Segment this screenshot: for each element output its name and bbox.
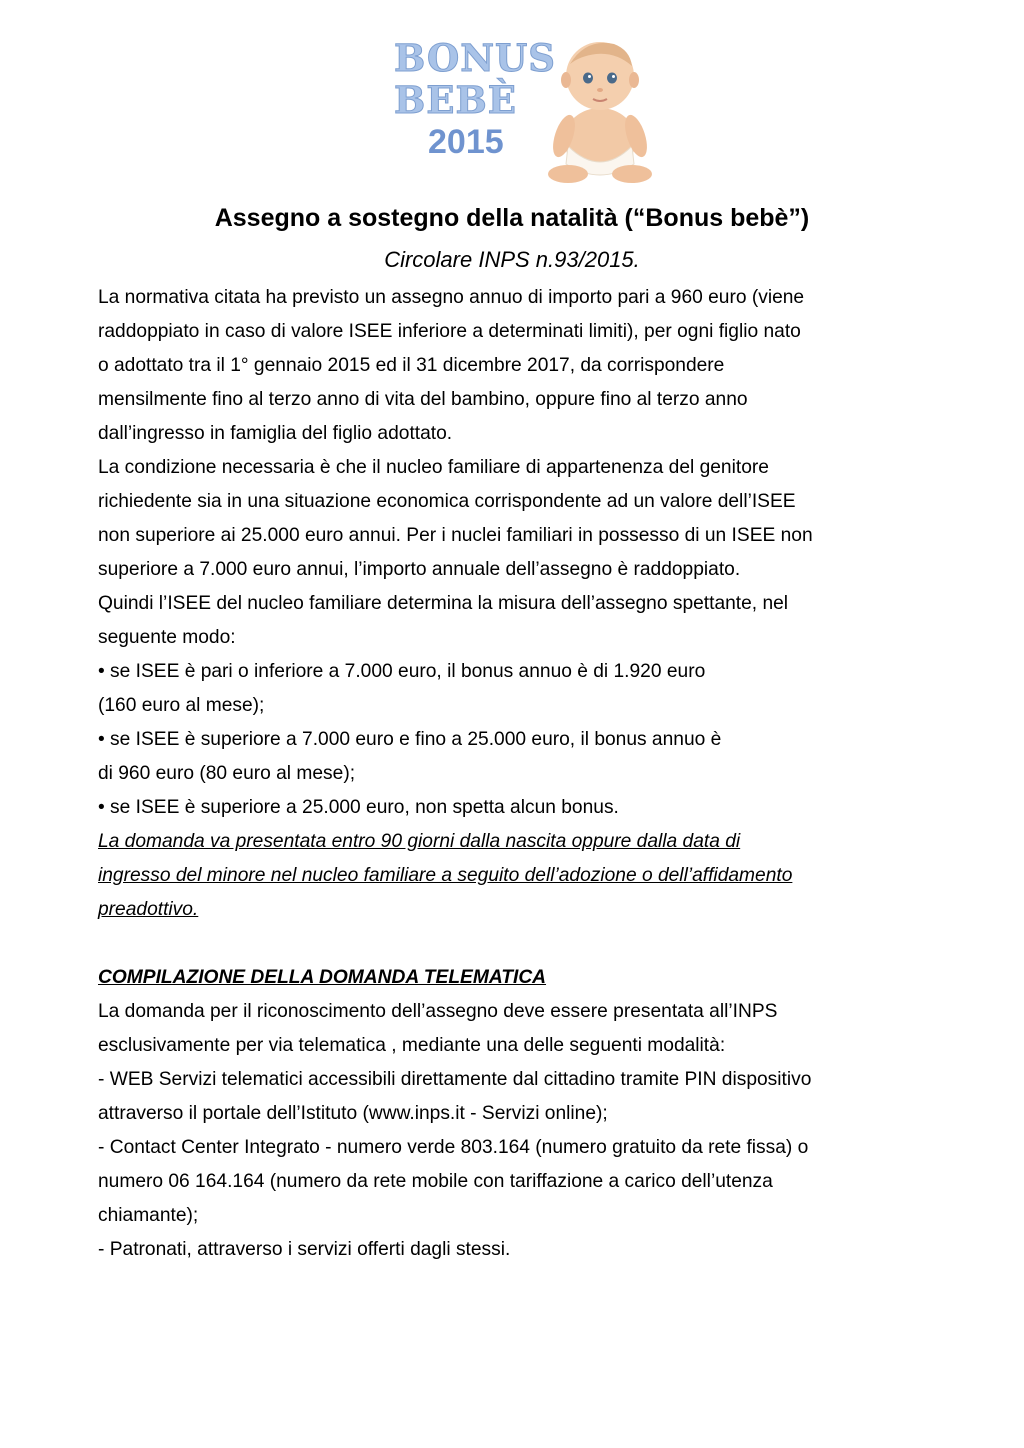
- text-line: non superiore ai 25.000 euro annui. Per i nuclei familiari in possesso di un ISEE non: [98, 525, 813, 546]
- spacer: [98, 927, 938, 961]
- text-line: o adottato tra il 1° gennaio 2015 ed il 31 dicembre 2017, da corrispondere: [98, 355, 725, 376]
- baby-icon: [534, 28, 664, 188]
- text-line: - Contact Center Integrato - numero verde 803.164 (numero gratuito da rete fissa) o: [98, 1137, 809, 1158]
- condition-paragraph: [98, 451, 938, 587]
- logo-year: 2015: [428, 123, 504, 161]
- list-item: • se ISEE è superiore a 7.000 euro e fino a 25.000 euro, il bonus annuo è: [98, 729, 722, 750]
- text-line: La normativa citata ha previsto un assegno annuo di importo pari a 960 euro (viene: [98, 287, 805, 308]
- text-line: chiamante);: [98, 1205, 199, 1226]
- text-line: mensilmente fino al terzo anno di vita del bambino, oppure fino al terzo anno: [98, 389, 748, 410]
- document-subtitle: Circolare INPS n.93/2015.: [384, 247, 640, 272]
- baby-illustration: [534, 28, 664, 188]
- isee-bullet-list: [98, 655, 938, 825]
- telematic-section: [98, 961, 938, 1267]
- text-line: - WEB Servizi telematici accessibili direttamente dal cittadino tramite PIN dispositivo: [98, 1069, 812, 1090]
- list-item: • se ISEE è pari o inferiore a 7.000 euro, il bonus annuo è di 1.920 euro: [98, 661, 706, 682]
- text-line: numero 06 164.164 (numero da rete mobile con tariffazione a carico dell’utenza: [98, 1171, 773, 1192]
- text-line: superiore a 7.000 euro annui, l’importo annuale dell’assegno è raddoppiato.: [98, 559, 741, 580]
- list-item: • se ISEE è superiore a 25.000 euro, non spetta alcun bonus.: [98, 797, 619, 818]
- text-line: esclusivamente per via telematica , mediante una delle seguenti modalità:: [98, 1035, 726, 1056]
- text-line: attraverso il portale dell’Istituto (www.inps.it - Servizi online);: [98, 1103, 608, 1124]
- intro-paragraph: [98, 281, 938, 451]
- list-item: di 960 euro (80 euro al mese);: [98, 763, 356, 784]
- text-line: Quindi l’ISEE del nucleo familiare determina la misura dell’assegno spettante, nel: [98, 593, 789, 614]
- text-line: richiedente sia in una situazione economica corrispondente ad un valore dell’ISEE: [98, 491, 796, 512]
- deadline-text: preadottivo.: [98, 899, 199, 920]
- text-line: La domanda per il riconoscimento dell’assegno deve essere presentata all’INPS: [98, 1001, 778, 1022]
- logo-word-bebe: BEBÈ: [394, 78, 517, 122]
- text-line: La condizione necessaria è che il nucleo familiare di appartenenza del genitore: [98, 457, 769, 478]
- text-line: dall’ingresso in famiglia del figlio adottato.: [98, 423, 453, 444]
- logo-word-bonus: BONUS: [394, 36, 556, 80]
- list-item: (160 euro al mese);: [98, 695, 265, 716]
- deadline-text: ingresso del minore nel nucleo familiare a seguito dell’adozione o dell’affidamento: [98, 865, 793, 886]
- deadline-text: La domanda va presentata entro 90 giorni dalla nascita oppure dalla data di: [98, 831, 741, 852]
- bonus-bebe-logo: [384, 28, 674, 188]
- document-title: Assegno a sostegno della natalità (“Bonus bebè”): [214, 204, 810, 232]
- document-body: [98, 281, 938, 1267]
- text-line: seguente modo:: [98, 627, 236, 648]
- deadline-paragraph: [98, 825, 938, 927]
- text-line: raddoppiato in caso di valore ISEE inferiore a determinati limiti), per ogni figlio nato: [98, 321, 801, 342]
- text-line: - Patronati, attraverso i servizi offerti dagli stessi.: [98, 1239, 511, 1260]
- measure-paragraph: [98, 587, 938, 655]
- section-title: COMPILAZIONE DELLA DOMANDA TELEMATICA: [98, 967, 547, 988]
